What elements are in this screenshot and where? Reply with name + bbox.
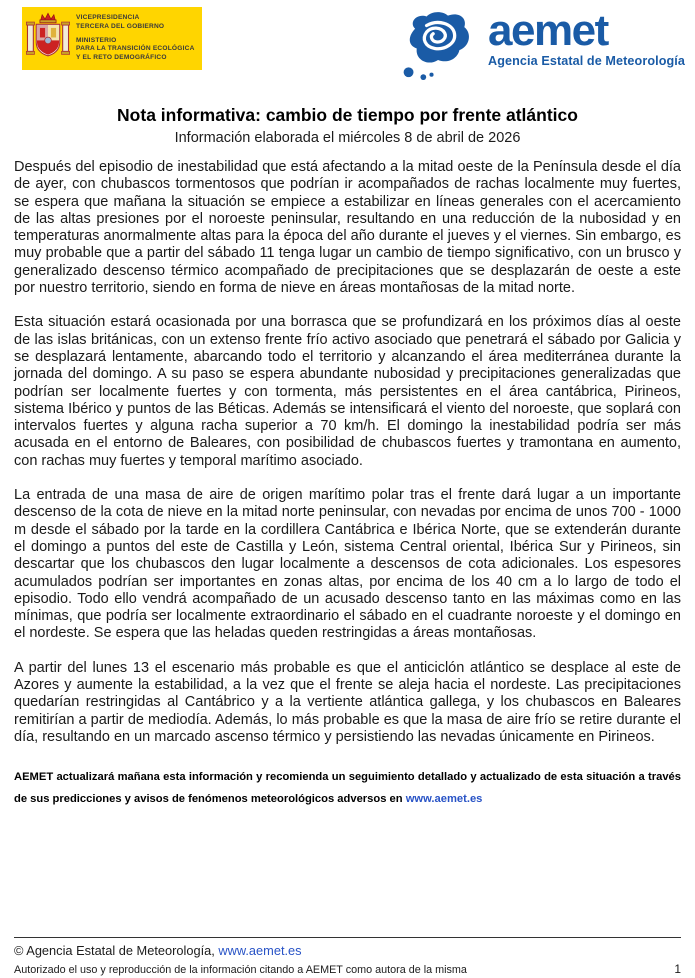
government-logo xyxy=(22,7,202,70)
footer-aemet-link[interactable]: www.aemet.es xyxy=(218,943,302,958)
page-title: Nota informativa: cambio de tiempo por frente atlántico xyxy=(117,105,578,125)
page-subtitle: Información elaborada el miércoles 8 de abril de 2026 xyxy=(174,130,521,146)
paragraph-3: La entrada de una masa de aire de origen marítimo polar tras el frente dará lugar a un importante descenso de la cota de nieve en la mitad norte peninsular, con nevadas por encima de unos 700 - 1000 m desde el sábado por la tarde en la cordillera Cantábrica e Ibérica Norte, que se extenderán durante el domingo a puntos del este de Castilla y León, sistema Central oriental, Ibérica Sur y Pirineos, sin descartar que los chubascos den lugar localmente a descensos de cota adicionales. Los espesores acumulados podrían ser importantes en zonas altas, por encima de los 40 cm a lo largo de todo el episodio. Todo ello vendrá acompañado de un acusado descenso tanto en las máximas como en las mínimas, que podría ser localmente extraordinario el sábado en el cuadrante noroeste y el domingo en el nordeste. Se espera que las heladas queden restringidas a áreas montañosas. xyxy=(14,487,681,642)
paragraph-4: A partir del lunes 13 el escenario más probable es que el anticiclón atlántico se desplace al este de Azores y aumente la estabilidad, a la vez que el frente se aleja hacia el nordeste. Las precipitaciones quedarían restringidas al Cantábrico y a la vertiente atlántica gallega, y los chubascos en Baleares remitirían a partir de mediodía. Además, lo más probable es que la masa de aire frío se retire durante el día, resultando en un marcado ascenso térmico y persistiendo las nevadas únicamente en Pirineos. xyxy=(14,659,681,745)
update-notice xyxy=(0,766,695,810)
aemet-logo xyxy=(402,6,685,88)
gov-line-5: Y EL RETO DEMOGRÁFICO xyxy=(76,54,167,62)
gov-line-3: MINISTERIO xyxy=(76,36,117,44)
aemet-website-link[interactable]: www.aemet.es xyxy=(405,793,483,806)
document-body xyxy=(0,159,695,746)
copyright-line xyxy=(14,943,681,958)
copyright-text: © Agencia Estatal de Meteorología, xyxy=(14,943,219,958)
notice-text: AEMET actualizará mañana esta información y recomienda un seguimiento detallado y actualizado de esta situación a través de sus predicciones y avisos de fenómenos meteorológicos adversos en xyxy=(14,771,681,806)
aemet-tagline: Agencia Estatal de Meteorología xyxy=(488,54,685,68)
aemet-spain-swirl-icon xyxy=(402,9,484,88)
gov-line-2: TERCERA DEL GOBIERNO xyxy=(76,22,165,30)
paragraph-2: Esta situación estará ocasionada por una borrasca que se profundizará en los próximos días al oeste de las islas británicas, con un extenso frente frío activo asociado que penetrará el sábado por Galicia y se desplazará lentamente, abarcando todo el territorio y alcanzando el área mediterránea durante la jornada del domingo. A su paso se espera abundante nubosidad y precipitaciones generalizadas que podrían ser localmente fuertes y con tormenta, más persistentes en el área cantábrica, Pirineos, sistema Ibérico y puntos de las Béticas. Además se intensificará el viento del noroeste, que soplará con intervalos fuertes y alguna racha superior a 70 km/h. El domingo la inestabilidad podría ser más acusada en el entorno de Baleares, con posibilidad de chubascos fuertes y tramontana en aumento, con rachas muy fuertes y temporal marítimo asociado. xyxy=(14,314,681,469)
gov-line-4: PARA LA TRANSICIÓN ECOLÓGICA xyxy=(76,45,195,53)
spain-coat-of-arms-icon xyxy=(26,10,70,67)
government-logo-text xyxy=(76,14,195,63)
header xyxy=(0,0,695,88)
authorization-text: Autorizado el uso y reproducción de la información citando a AEMET como autora de la misma xyxy=(14,964,467,976)
footer xyxy=(14,937,681,976)
aemet-wordmark: aemet xyxy=(488,6,608,55)
gov-line-1: VICEPRESIDENCIA xyxy=(76,14,140,22)
paragraph-1: Después del episodio de inestabilidad que está afectando a la mitad oeste de la Península desde el día de ayer, con chubascos tormentosos que podrían ir acompañados de rachas localmente muy fuertes, se espera que mañana la situación se empiece a estabilizar en líneas generales con el acercamiento de las altas presiones por el noroeste peninsular, resultando en una reducción de la nubosidad y en temperaturas anormalmente altas para la época del año durante el jueves y el viernes. Sin embargo, es muy probable que a partir del sábado 11 tenga lugar un cambio de tiempo significativo, con un brusco y generalizado descenso térmico acompañado de precipitaciones que se desplazarán de oeste a este por nuestro territorio, siendo en forma de nieve en áreas montañosas de la mitad norte. xyxy=(14,159,681,297)
page-number: 1 xyxy=(674,962,681,976)
